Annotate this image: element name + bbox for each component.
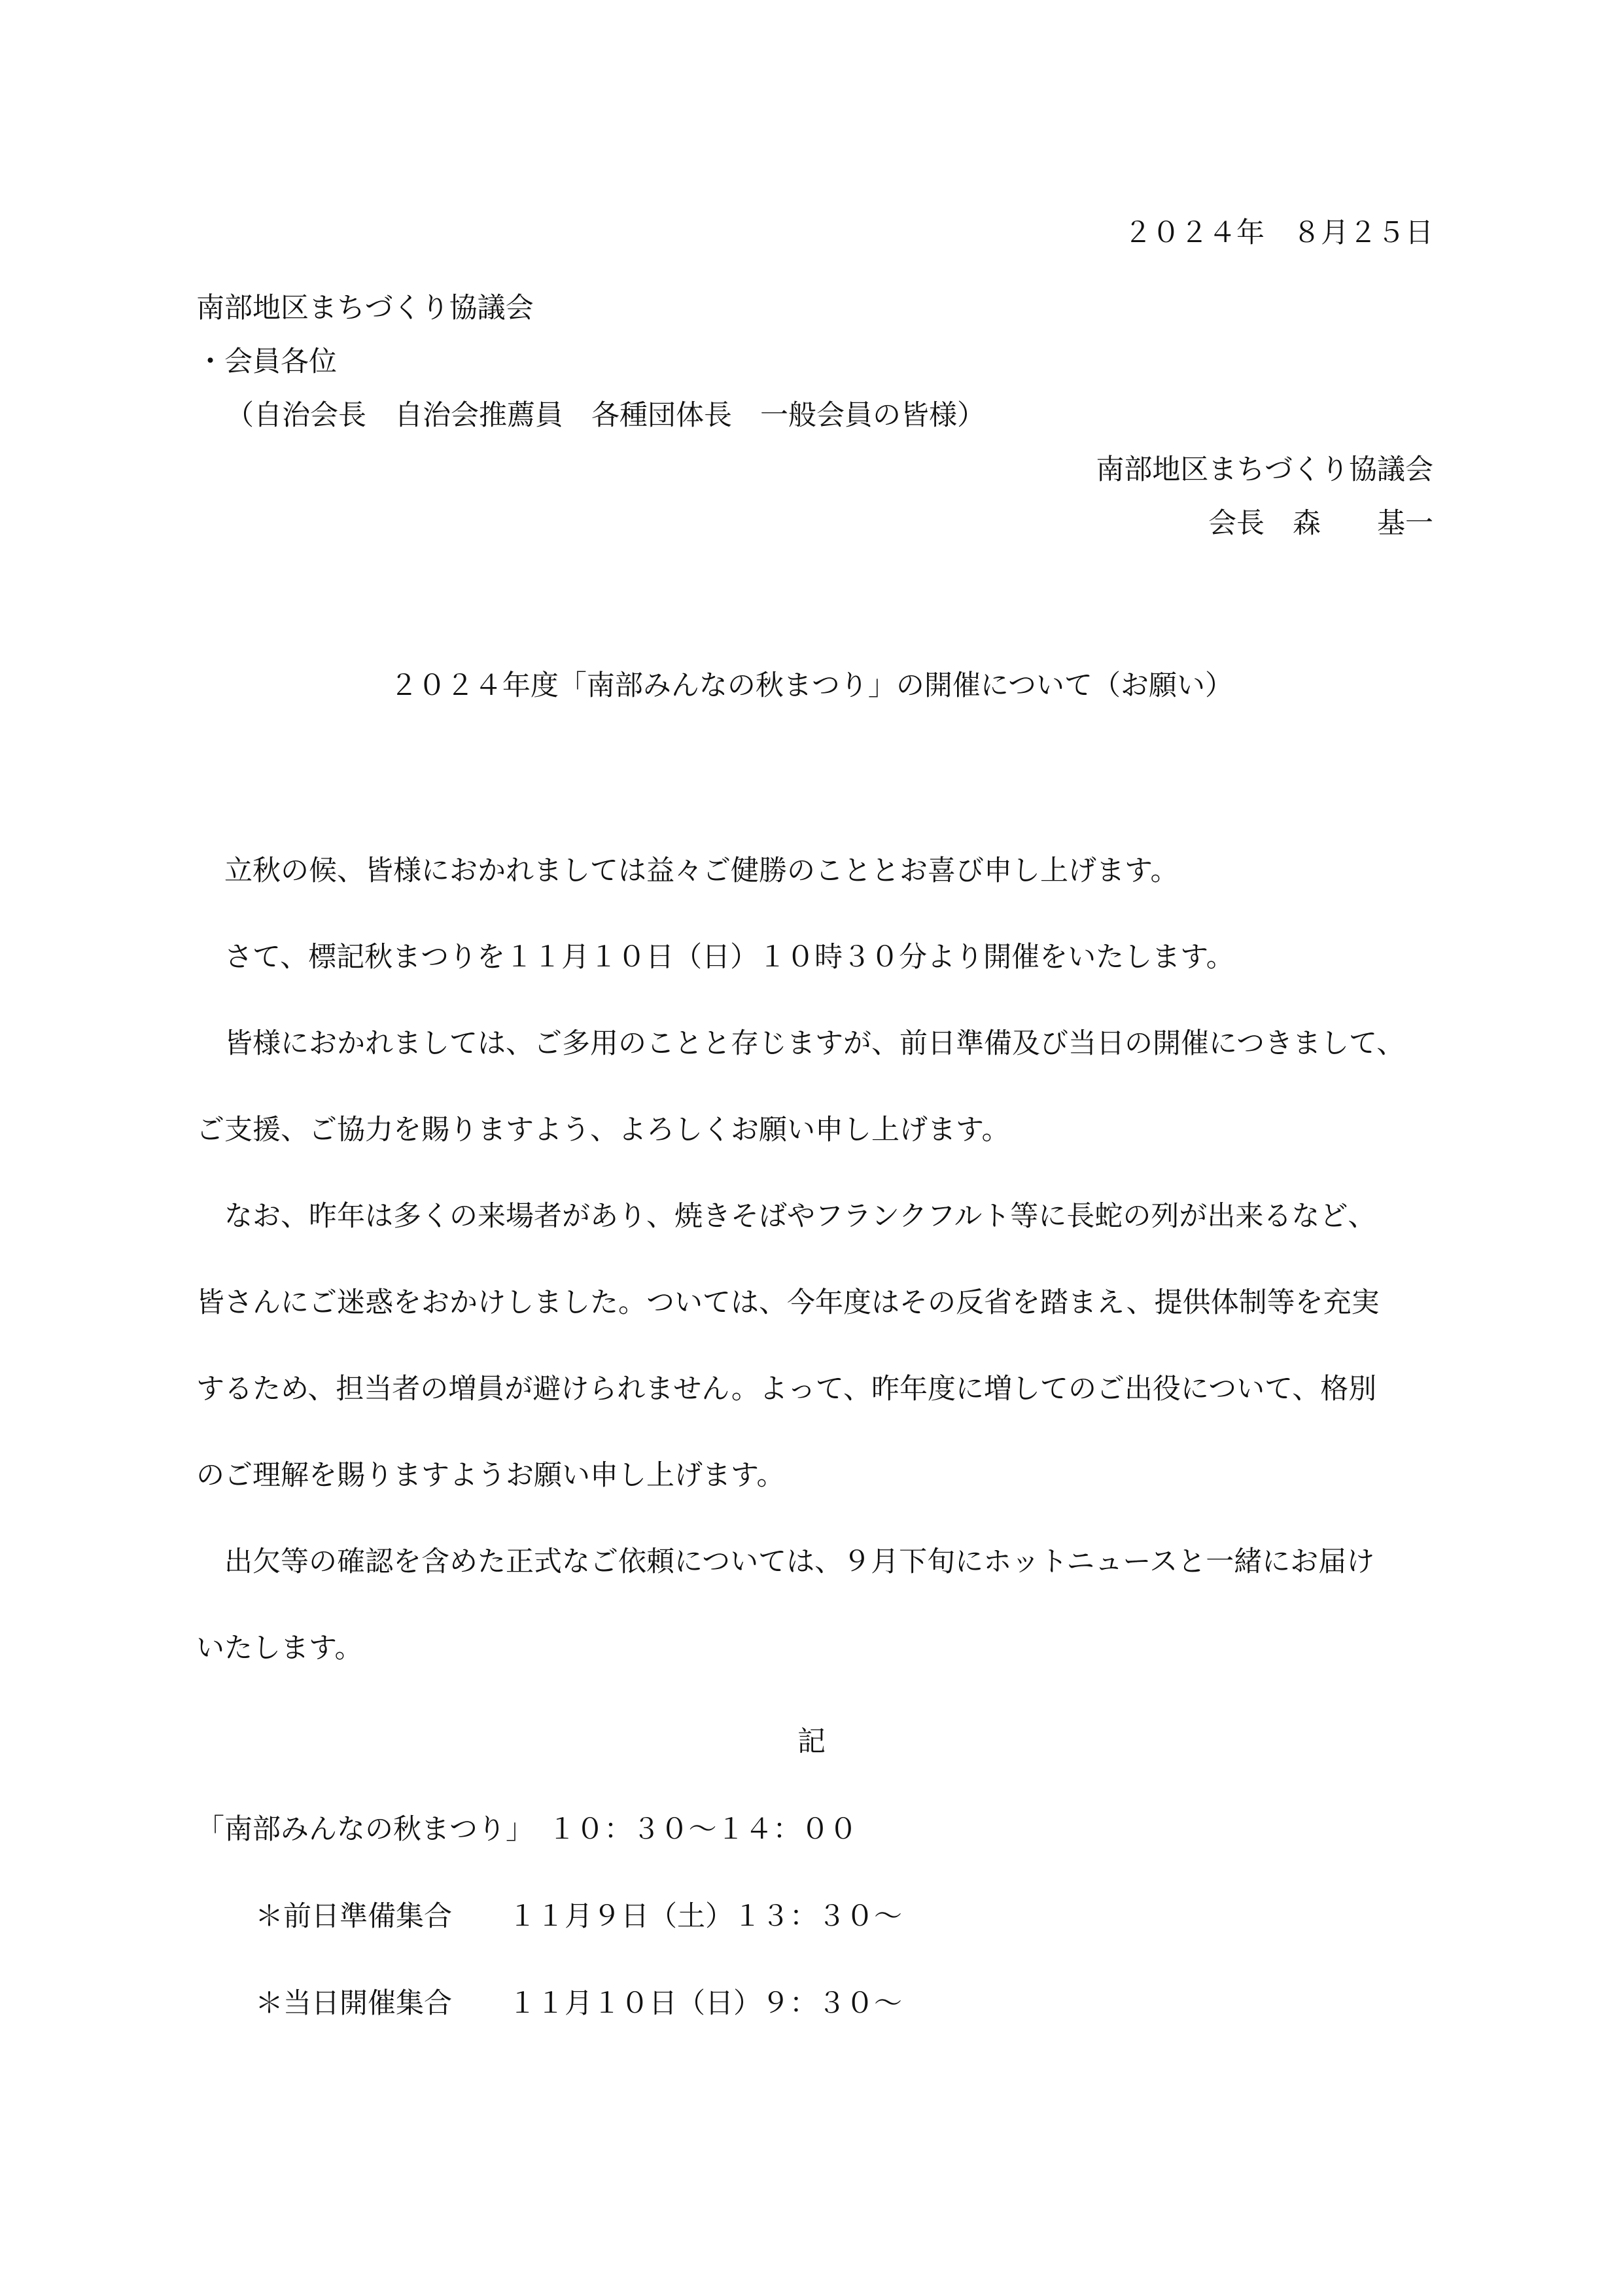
recipient-members: ・会員各位 [196, 345, 337, 378]
body-line: 皆様におかれましては、ご多用のことと存じますが、前日準備及び当日の開催につきまして、 [196, 1027, 1405, 1060]
body-line: なお、昨年は多くの来場者があり、焼きそばやフランクフルト等に長蛇の列が出来るなど、 [196, 1200, 1376, 1233]
body-line: さて、標記秋まつりを１１月１０日（日）１０時３０分より開催をいたします。 [196, 941, 1234, 974]
ki-heading: 記 [797, 1725, 826, 1758]
recipient-org: 南部地区まちづくり協議会 [196, 292, 534, 325]
recipient-members-detail: （自治会長 自治会推薦員 各種団体長 一般会員の皆様） [226, 399, 985, 432]
body-line: 皆さんにご迷惑をおかけしました。ついては、今年度はその反省を踏まえ、提供体制等を充実 [196, 1286, 1380, 1319]
body-line: 出欠等の確認を含めた正式なご依頼については、９月下旬にホットニュースと一緒にお届け [196, 1545, 1375, 1578]
body-line: のご理解を賜りますようお願い申し上げます。 [196, 1459, 785, 1492]
day-meeting: ＊当日開催集合 １１月１０日（日）９：３０～ [255, 1987, 902, 2020]
sender-org: 南部地区まちづくり協議会 [1096, 453, 1433, 486]
body-line: ご支援、ご協力を賜りますよう、よろしくお願い申し上げます。 [196, 1114, 1010, 1146]
body-line: するため、担当者の増員が避けられません。よって、昨年度に増してのご出役について、格別 [196, 1373, 1377, 1405]
document-title: ２０２４年度「南部みんなの秋まつり」の開催について（お願い） [389, 669, 1234, 702]
document-date: ２０２４年 ８月２５日 [1124, 217, 1433, 249]
body-line: 立秋の候、皆様におかれましては益々ご健勝のこととお喜び申し上げます。 [196, 855, 1179, 887]
body-line: いたします。 [196, 1632, 363, 1665]
sender-name: 会長 森 基一 [1208, 507, 1433, 540]
event-name-time: 「南部みんなの秋まつり」 １０：３０～１４：００ [196, 1813, 858, 1846]
prep-meeting: ＊前日準備集合 １１月９日（土）１３：３０～ [255, 1900, 902, 1933]
